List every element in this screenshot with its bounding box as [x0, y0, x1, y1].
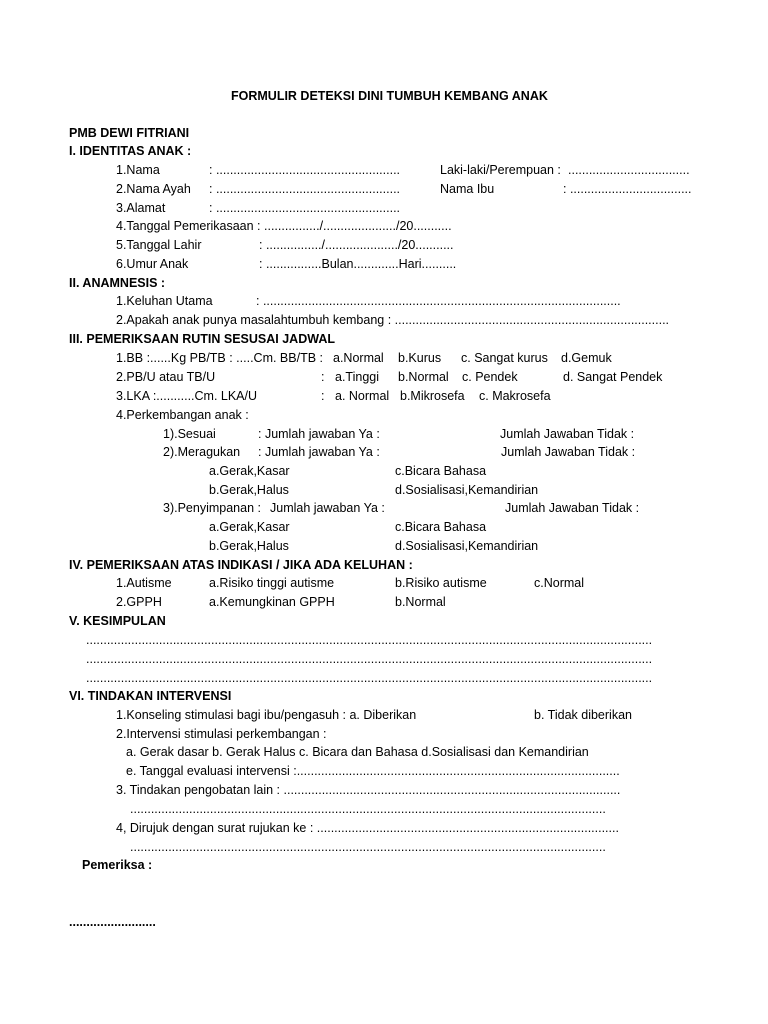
- lka-colon: :: [321, 389, 325, 403]
- intervensi-label: 2.Intervensi stimulasi perkembangan :: [116, 727, 327, 741]
- pengobatan-line[interactable]: .........................................................................................................................................: [130, 802, 606, 816]
- section-anamnesis-heading: II. ANAMNESIS :: [69, 276, 166, 290]
- pbu-option-normal[interactable]: b.Normal: [398, 370, 449, 384]
- tanggal-lahir-field[interactable]: : ................/...................../20...........: [259, 238, 454, 252]
- signature-line[interactable]: .........................: [69, 915, 156, 929]
- kesimpulan-line-1[interactable]: ...................................................................................................................................................................: [86, 633, 653, 647]
- lka-option-mikrosefa[interactable]: b.Mikrosefa: [400, 389, 465, 403]
- autisme-option-risiko-tinggi[interactable]: a.Risiko tinggi autisme: [209, 576, 335, 590]
- form-title: FORMULIR DETEKSI DINI TUMBUH KEMBANG ANAK: [231, 89, 548, 103]
- gpph-label: 2.GPPH: [116, 595, 162, 609]
- intervensi-options[interactable]: a. Gerak dasar b. Gerak Halus c. Bicara dan Bahasa d.Sosialisasi dan Kemandirian: [126, 745, 589, 759]
- bb-option-gemuk[interactable]: d.Gemuk: [561, 351, 612, 365]
- lka-option-normal[interactable]: a. Normal: [335, 389, 390, 403]
- section-identitas-heading: I. IDENTITAS ANAK :: [69, 144, 192, 158]
- pbu-colon: :: [321, 370, 325, 384]
- penyimpanan-option-gerak-kasar[interactable]: a.Gerak,Kasar: [209, 520, 290, 534]
- kesimpulan-line-3[interactable]: ...................................................................................................................................................................: [86, 671, 653, 685]
- penyimpanan-tidak-field[interactable]: Jumlah Jawaban Tidak :: [505, 501, 640, 515]
- penyimpanan-option-sosialisasi[interactable]: d.Sosialisasi,Kemandirian: [395, 539, 539, 553]
- umur-label: 6.Umur Anak: [116, 257, 189, 271]
- kesimpulan-line-2[interactable]: ...................................................................................................................................................................: [86, 652, 653, 666]
- meragukan-option-sosialisasi[interactable]: d.Sosialisasi,Kemandirian: [395, 483, 539, 497]
- perkembangan-label: 4.Perkembangan anak :: [116, 408, 249, 422]
- meragukan-option-gerak-kasar[interactable]: a.Gerak,Kasar: [209, 464, 290, 478]
- evaluasi-field[interactable]: e. Tanggal evaluasi intervensi :.............................................................................................: [126, 764, 620, 778]
- gpph-option-kemungkinan[interactable]: a.Kemungkinan GPPH: [209, 595, 335, 609]
- tanggal-lahir-label: 5.Tanggal Lahir: [116, 238, 202, 252]
- meragukan-ya-field[interactable]: : Jumlah jawaban Ya :: [258, 445, 380, 459]
- pbu-label: 2.PB/U atau TB/U: [116, 370, 216, 384]
- meragukan-tidak-field[interactable]: Jumlah Jawaban Tidak :: [501, 445, 636, 459]
- meragukan-option-bicara-bahasa[interactable]: c.Bicara Bahasa: [395, 464, 487, 478]
- section-intervensi-heading: VI. TINDAKAN INTERVENSI: [69, 689, 232, 703]
- sesuai-ya-field[interactable]: : Jumlah jawaban Ya :: [258, 427, 380, 441]
- penyimpanan-ya-field[interactable]: Jumlah jawaban Ya :: [270, 501, 385, 515]
- nama-ayah-label: 2.Nama Ayah: [116, 182, 191, 196]
- sesuai-tidak-field[interactable]: Jumlah Jawaban Tidak :: [500, 427, 635, 441]
- bb-option-kurus[interactable]: b.Kurus: [398, 351, 442, 365]
- pbu-option-sangat-pendek[interactable]: d. Sangat Pendek: [563, 370, 663, 384]
- gpph-option-normal[interactable]: b.Normal: [395, 595, 446, 609]
- penyimpanan-label: 3).Penyimpanan :: [163, 501, 261, 515]
- gender-label: Laki-laki/Perempuan :: [440, 163, 561, 177]
- pbu-option-tinggi[interactable]: a.Tinggi: [335, 370, 380, 384]
- pbu-option-pendek[interactable]: c. Pendek: [462, 370, 518, 384]
- sesuai-label: 1).Sesuai: [163, 427, 216, 441]
- autisme-option-normal[interactable]: c.Normal: [534, 576, 585, 590]
- rujukan-field[interactable]: 4, Dirujuk dengan surat rujukan ke : .......................................................................................: [116, 821, 619, 835]
- clinic-name: PMB DEWI FITRIANI: [69, 126, 190, 140]
- nama-field[interactable]: : .....................................................: [209, 163, 401, 177]
- alamat-label: 3.Alamat: [116, 201, 166, 215]
- keluhan-label: 1.Keluhan Utama: [116, 294, 213, 308]
- rujukan-line[interactable]: .........................................................................................................................................: [130, 840, 606, 854]
- pemeriksa-label: Pemeriksa :: [82, 858, 153, 872]
- bb-option-sangat-kurus[interactable]: c. Sangat kurus: [461, 351, 548, 365]
- nama-ibu-label: Nama Ibu: [440, 182, 495, 196]
- masalah-field[interactable]: 2.Apakah anak punya masalahtumbuh kembang : ...............................................................................: [116, 313, 670, 327]
- nama-label: 1.Nama: [116, 163, 160, 177]
- konseling-option-tidak-diberikan[interactable]: b. Tidak diberikan: [534, 708, 632, 722]
- umur-field[interactable]: : ................Bulan.............Hari..........: [259, 257, 457, 271]
- lka-label: 3.LKA :...........Cm. LKA/U: [116, 389, 258, 403]
- penyimpanan-option-gerak-halus[interactable]: b.Gerak,Halus: [209, 539, 289, 553]
- bb-label: 1.BB :......Kg PB/TB : .....Cm. BB/TB :: [116, 351, 324, 365]
- alamat-field[interactable]: : .....................................................: [209, 201, 401, 215]
- bb-option-normal[interactable]: a.Normal: [333, 351, 384, 365]
- penyimpanan-option-bicara-bahasa[interactable]: c.Bicara Bahasa: [395, 520, 487, 534]
- nama-ayah-field[interactable]: : .....................................................: [209, 182, 401, 196]
- autisme-option-risiko[interactable]: b.Risiko autisme: [395, 576, 487, 590]
- lka-option-makrosefa[interactable]: c. Makrosefa: [479, 389, 551, 403]
- section-kesimpulan-heading: V. KESIMPULAN: [69, 614, 166, 628]
- nama-ibu-field[interactable]: : ...................................: [563, 182, 692, 196]
- meragukan-option-gerak-halus[interactable]: b.Gerak,Halus: [209, 483, 289, 497]
- section-pemeriksaan-heading: III. PEMERIKSAAN RUTIN SESUSAI JADWAL: [69, 332, 335, 346]
- konseling-option-diberikan[interactable]: 1.Konseling stimulasi bagi ibu/pengasuh : a. Diberikan: [116, 708, 417, 722]
- autisme-label: 1.Autisme: [116, 576, 172, 590]
- gender-field[interactable]: ...................................: [568, 163, 690, 177]
- tanggal-pemeriksaan-field[interactable]: 4.Tanggal Pemerikasaan : ................/...................../20...........: [116, 219, 452, 233]
- pengobatan-field[interactable]: 3. Tindakan pengobatan lain : .................................................................................................: [116, 783, 621, 797]
- section-indikasi-heading: IV. PEMERIKSAAN ATAS INDIKASI / JIKA ADA KELUHAN :: [69, 558, 413, 572]
- keluhan-field[interactable]: : .......................................................................................................: [256, 294, 621, 308]
- meragukan-label: 2).Meragukan: [163, 445, 241, 459]
